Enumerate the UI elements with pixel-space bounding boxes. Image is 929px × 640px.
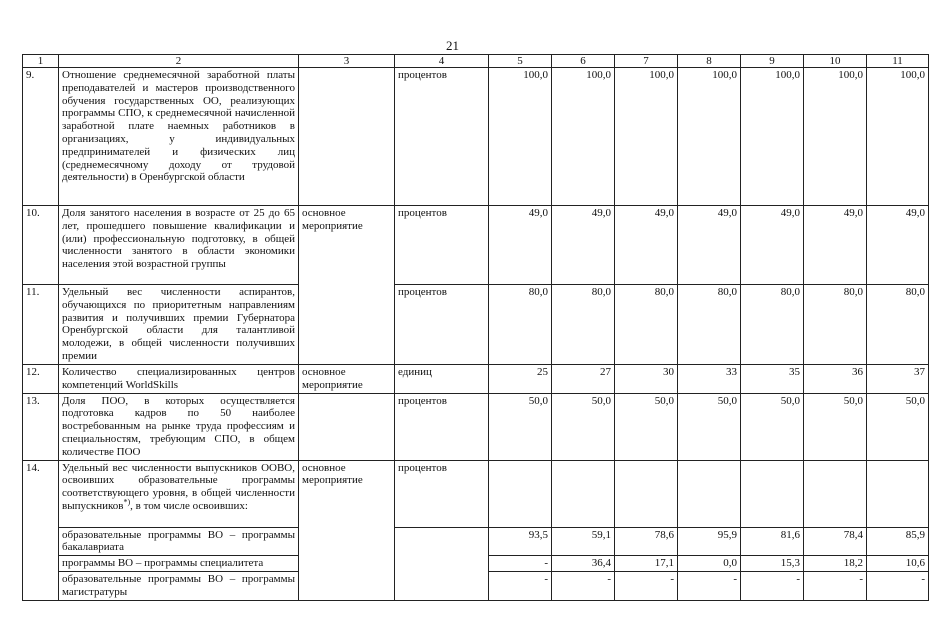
value-cell: 78,4 (804, 527, 867, 556)
value-cell: 49,0 (489, 206, 552, 285)
event-type: основное мероприятие (299, 460, 395, 600)
value-cell: 80,0 (741, 285, 804, 365)
value-cell: 50,0 (615, 393, 678, 460)
value-cell: 80,0 (678, 285, 741, 365)
table-row (23, 285, 929, 365)
header-cell: 1 (23, 55, 59, 68)
row-number: 10. (23, 206, 59, 285)
header-cell: 2 (59, 55, 299, 68)
value-cell (615, 460, 678, 527)
table-row (23, 365, 929, 394)
value-cell: 37 (867, 365, 929, 394)
unit: процентов (395, 68, 489, 206)
value-cell (804, 460, 867, 527)
row-number: 12. (23, 365, 59, 394)
value-cell: 49,0 (615, 206, 678, 285)
indicators-table (22, 54, 929, 601)
header-cell: 4 (395, 55, 489, 68)
unit: процентов (395, 285, 489, 365)
unit: единиц (395, 365, 489, 394)
table-row (23, 68, 929, 206)
event-type (299, 393, 395, 460)
value-cell: - (804, 571, 867, 600)
value-cell: 50,0 (741, 393, 804, 460)
value-cell: 17,1 (615, 556, 678, 572)
indicator-text: Доля ПОО, в которых осуществляется подготовка кадров по 50 наиболее востребованным на рынке труда профессиям и специальностям, требующим СПО, в общем количестве ПОО (59, 393, 299, 460)
indicator-text-part: , в том числе освоивших: (130, 499, 248, 512)
value-cell (741, 460, 804, 527)
value-cell: 80,0 (552, 285, 615, 365)
value-cell (867, 460, 929, 527)
value-cell: 25 (489, 365, 552, 394)
value-cell: 49,0 (804, 206, 867, 285)
value-cell: 100,0 (678, 68, 741, 206)
header-row (23, 55, 929, 68)
row-number: 13. (23, 393, 59, 460)
value-cell: 93,5 (489, 527, 552, 556)
value-cell: 36,4 (552, 556, 615, 572)
event-type: основное мероприятие (299, 365, 395, 394)
value-cell: 30 (615, 365, 678, 394)
header-cell: 3 (299, 55, 395, 68)
value-cell: 49,0 (678, 206, 741, 285)
value-cell: 49,0 (867, 206, 929, 285)
indicator-text-part: Удельный вес численности выпускников ООВО, освоивших образовательные программы соответствующего уровня, в общей численности выпускников (62, 461, 295, 512)
value-cell: 27 (552, 365, 615, 394)
header-cell: 11 (867, 55, 929, 68)
table-row (23, 460, 929, 527)
value-cell: 80,0 (489, 285, 552, 365)
value-cell: 33 (678, 365, 741, 394)
value-cell (489, 460, 552, 527)
value-cell: - (552, 571, 615, 600)
header-cell: 8 (678, 55, 741, 68)
indicator-text: Отношение среднемесячной заработной платы преподавателей и мастеров производственного обучения государственных ОО, реализующих программы СПО, к среднемесячной начисленной заработной плате наемных работников в организациях, у индивидуальных предпринимателей и физических лиц (среднемесячному доходу от трудовой деятельности) в Оренбургской области (59, 68, 299, 206)
header-cell: 10 (804, 55, 867, 68)
value-cell: - (489, 571, 552, 600)
event-type: основное мероприятие (299, 206, 395, 365)
indicator-text: Количество специализированных центров компетенций WorldSkills (59, 365, 299, 394)
unit (395, 527, 489, 600)
indicator-text: образовательные программы ВО – программы бакалавриата (59, 527, 299, 556)
unit: процентов (395, 460, 489, 527)
header-cell: 7 (615, 55, 678, 68)
event-type (299, 68, 395, 206)
value-cell: - (615, 571, 678, 600)
value-cell: - (678, 571, 741, 600)
footnote-mark: *) (123, 497, 131, 507)
value-cell: 0,0 (678, 556, 741, 572)
header-cell: 5 (489, 55, 552, 68)
header-cell: 9 (741, 55, 804, 68)
value-cell: 100,0 (489, 68, 552, 206)
table-row (23, 206, 929, 285)
indicator-text: Доля занятого населения в возрасте от 25 до 65 лет, прошедшего повышение квалификации и (или) профессиональную подготовку, в общей численности занятого в области экономики населения этой возрастной группы (59, 206, 299, 285)
value-cell: 78,6 (615, 527, 678, 556)
value-cell: 49,0 (741, 206, 804, 285)
row-number: 14. (23, 460, 59, 600)
unit: процентов (395, 206, 489, 285)
indicator-text: Удельный вес численности аспирантов, обучающихся по приоритетным направлениям развития и получивших премии Губернатора Оренбургской области для талантливой молодежи, в общей численности получивших премии (59, 285, 299, 365)
value-cell: 35 (741, 365, 804, 394)
value-cell: 59,1 (552, 527, 615, 556)
value-cell: 15,3 (741, 556, 804, 572)
value-cell: - (489, 556, 552, 572)
value-cell: 80,0 (615, 285, 678, 365)
value-cell (678, 460, 741, 527)
value-cell: 36 (804, 365, 867, 394)
header-cell: 6 (552, 55, 615, 68)
page-number: 21 (446, 38, 459, 53)
indicator-text: образовательные программы ВО – программы магистратуры (59, 571, 299, 600)
value-cell: 100,0 (804, 68, 867, 206)
value-cell: 50,0 (489, 393, 552, 460)
indicator-text: программы ВО – программы специалитета (59, 556, 299, 572)
value-cell (552, 460, 615, 527)
value-cell: 18,2 (804, 556, 867, 572)
value-cell: 49,0 (552, 206, 615, 285)
value-cell: 50,0 (867, 393, 929, 460)
value-cell: 100,0 (552, 68, 615, 206)
indicator-text (59, 460, 299, 527)
value-cell: 80,0 (804, 285, 867, 365)
unit: процентов (395, 393, 489, 460)
value-cell: - (867, 571, 929, 600)
row-number: 9. (23, 68, 59, 206)
value-cell: 85,9 (867, 527, 929, 556)
value-cell: 100,0 (741, 68, 804, 206)
value-cell: 50,0 (552, 393, 615, 460)
value-cell: 80,0 (867, 285, 929, 365)
value-cell: 81,6 (741, 527, 804, 556)
value-cell: 100,0 (867, 68, 929, 206)
table-row (23, 527, 929, 556)
value-cell: 10,6 (867, 556, 929, 572)
row-number: 11. (23, 285, 59, 365)
value-cell: - (741, 571, 804, 600)
value-cell: 50,0 (804, 393, 867, 460)
value-cell: 50,0 (678, 393, 741, 460)
value-cell: 95,9 (678, 527, 741, 556)
value-cell: 100,0 (615, 68, 678, 206)
table-row (23, 393, 929, 460)
